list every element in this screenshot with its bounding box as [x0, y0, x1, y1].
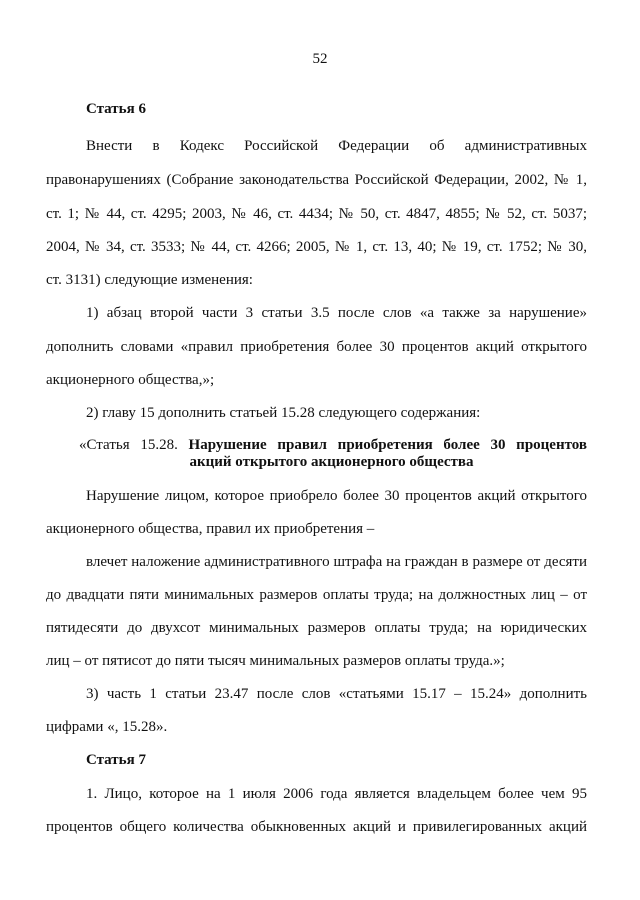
new-article-prefix: «Статья 15.28. — [79, 437, 178, 453]
page-number: 52 — [312, 51, 328, 67]
item-1-line: 1) абзац второй части 3 статьи 3.5 после слов «а также за нарушение» — [86, 305, 587, 321]
violation-line: акционерного общества, правил их приобретения – — [46, 521, 375, 537]
item-1-line: акционерного общества,»; — [46, 372, 215, 388]
article-6-paragraph-line: Внести в Кодекс Российской Федерации об административных — [86, 138, 587, 154]
article-7-heading: Статья 7 — [86, 752, 146, 768]
item-1-line: дополнить словами «правил приобретения более 30 процентов акций открытого — [46, 339, 587, 355]
violation-line: Нарушение лицом, которое приобрело более 30 процентов акций открытого — [86, 488, 587, 504]
article-6-paragraph-line: правонарушениях (Собрание законодательства Российской Федерации, 2002, № 1, — [46, 172, 587, 188]
article-6-heading: Статья 6 — [86, 101, 146, 117]
article-6-paragraph-line: 2004, № 34, ст. 3533; № 44, ст. 4266; 2005, № 1, ст. 13, 40; № 19, ст. 1752; № 30, — [46, 239, 587, 255]
new-article-header — [79, 437, 587, 454]
penalty-line: до двадцати пяти минимальных размеров оплаты труда; на должностных лиц – от — [46, 587, 587, 603]
penalty-line: влечет наложение административного штрафа на граждан в размере от десяти — [86, 554, 587, 570]
new-article-title-line-2: акций открытого акционерного общества — [189, 454, 474, 470]
article-6-paragraph-line: ст. 3131) следующие изменения: — [46, 272, 253, 288]
new-article-title: Нарушение правил приобретения более 30 процентов — [188, 437, 588, 453]
item-3-line: цифрами «, 15.28». — [46, 719, 168, 735]
article-7-paragraph-line: 1. Лицо, которое на 1 июля 2006 года является владельцем более чем 95 — [86, 786, 587, 802]
penalty-line: лиц – от пятисот до пяти тысяч минимальных размеров оплаты труда.»; — [46, 653, 505, 669]
article-6-paragraph-line: ст. 1; № 44, ст. 4295; 2003, № 46, ст. 4434; № 50, ст. 4847, 4855; № 52, ст. 5037; — [46, 206, 587, 222]
article-7-paragraph-line: процентов общего количества обыкновенных акций и привилегированных акций — [46, 819, 587, 835]
item-3-line: 3) часть 1 статьи 23.47 после слов «статьями 15.17 – 15.24» дополнить — [86, 686, 587, 702]
penalty-line: пятидесяти до двухсот минимальных размеров оплаты труда; на юридических — [46, 620, 587, 636]
item-2-line: 2) главу 15 дополнить статьей 15.28 следующего содержания: — [86, 405, 481, 421]
